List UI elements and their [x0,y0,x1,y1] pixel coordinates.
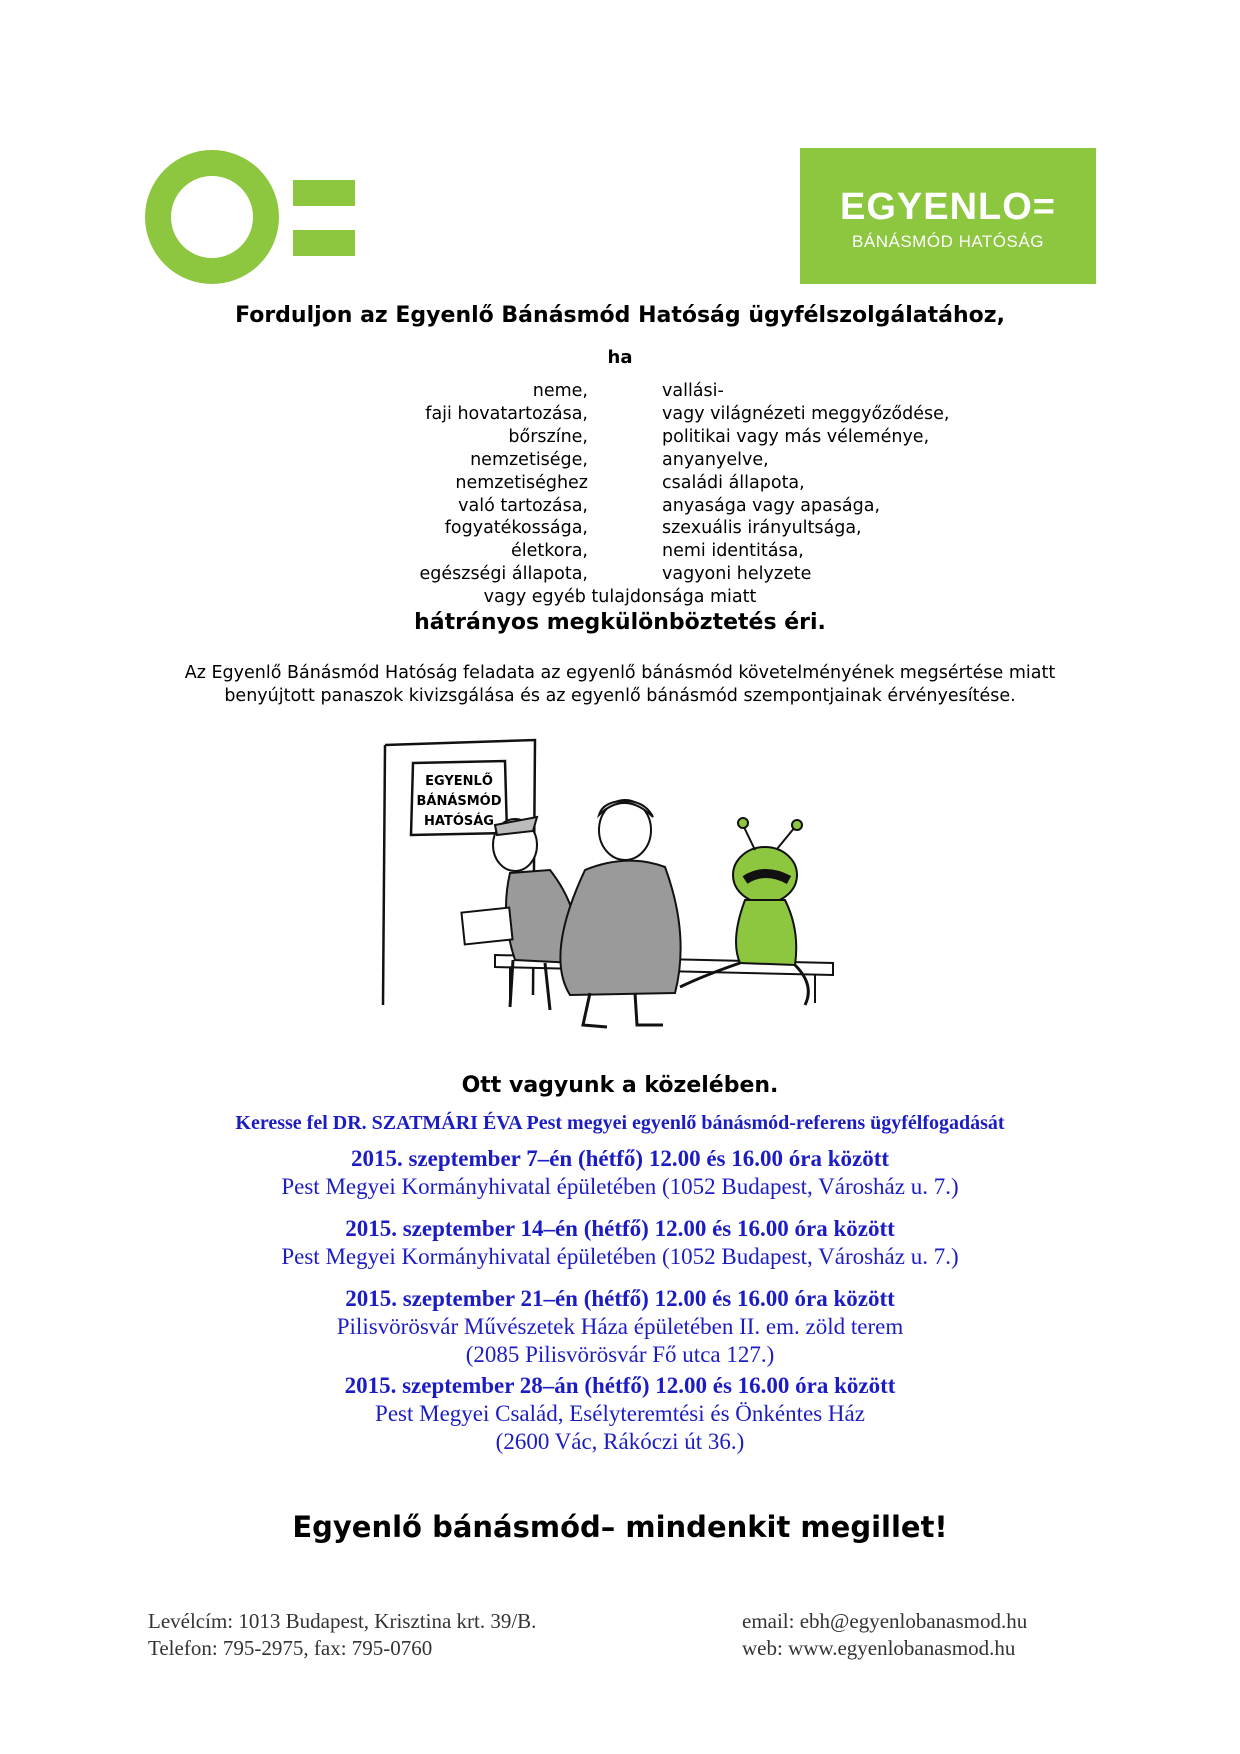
ground-item: politikai vagy más véleménye, [662,426,930,447]
ground-item: bőrszíne, [508,426,588,447]
discrimination-statement: hátrányos megkülönböztetés éri. [414,610,826,635]
headline: Forduljon az Egyenlő Bánásmód Hatóság ügyfélszolgálatához, [235,303,1005,328]
footer-contact-right [742,1608,1027,1662]
event-location: (2085 Pilisvörösvár Fő utca 127.) [465,1342,775,1367]
event-block [0,1215,1240,1271]
event-block [0,1145,1240,1201]
ground-item: fogyatékossága, [444,518,588,539]
ground-item: szexuális irányultsága, [662,518,862,539]
footer-address: Levélcím: 1013 Budapest, Krisztina krt. 39/B. [148,1609,537,1633]
near-you-heading: Ott vagyunk a közelében. [461,1073,779,1098]
ground-item: életkora, [511,541,588,562]
slogan: Egyenlő bánásmód– mindenkit megillet! [292,1510,948,1544]
event-location: Pest Megyei Kormányhivatal épületében (1052 Budapest, Városház u. 7.) [281,1244,959,1269]
alien-body [736,900,796,965]
woman-legs [583,993,663,1027]
ground-item: anyasága vagy apasága, [662,495,881,516]
ground-item: faji hovatartozása, [425,403,588,424]
ground-item: nemzetisége, [470,449,588,470]
event-date: 2015. szeptember 21–én (hétfő) 12.00 és 16.00 óra között [345,1286,895,1311]
event-location: Pest Megyei Család, Esélyteremtési és Önkéntes Ház [375,1401,865,1426]
sign-line: HATÓSÁG [424,814,494,829]
waiting-room-cartoon [345,735,865,1040]
grounds-left-column [330,380,588,586]
authority-symbol-logo [145,150,365,285]
event-block [0,1285,1240,1369]
ground-item: való tartozása, [458,495,588,516]
event-block [0,1372,1240,1456]
ground-item: vallási- [662,381,724,401]
description-line: benyújtott panaszok kivizsgálása és az egyenlő bánásmód szempontjainak érvényesítése. [224,686,1016,706]
alien-antenna-tip [792,820,802,830]
grounds-tail: vagy egyéb tulajdonsága miatt [483,587,757,607]
man-paper [461,908,512,945]
woman-dress [560,861,680,995]
alien-antenna-tip [738,818,748,828]
event-date: 2015. szeptember 28–án (hétfő) 12.00 és 16.00 óra között [344,1373,896,1398]
event-location: Pilisvörösvár Művészetek Háza épületében II. em. zöld terem [336,1314,904,1339]
footer-contact-left [148,1608,536,1662]
authority-wordmark-logo [800,148,1096,284]
event-date: 2015. szeptember 7–én (hétfő) 12.00 és 16.00 óra között [350,1146,890,1171]
event-date: 2015. szeptember 14–én (hétfő) 12.00 és 16.00 óra között [345,1216,895,1241]
ground-item: nemzetiséghez [455,472,588,493]
event-location: (2600 Vác, Rákóczi út 36.) [495,1429,745,1454]
visit-invitation: Keresse fel DR. SZATMÁRI ÉVA Pest megyei egyenlő bánásmód-referens ügyfélfogadását [235,1112,1005,1134]
footer-web[interactable]: web: www.egyenlobanasmod.hu [742,1636,1016,1660]
logo-bar-top [293,180,355,206]
door-edge [383,745,385,1005]
logo-wordmark: EGYENLO= [840,186,1056,228]
ground-item: vagy világnézeti meggyőződése, [662,403,950,424]
footer-email[interactable]: email: ebh@egyenlobanasmod.hu [742,1609,1028,1633]
ground-item: családi állapota, [662,472,805,493]
description-line: Az Egyenlő Bánásmód Hatóság feladata az egyenlő bánásmód követelményének megsértése miatt [184,663,1056,683]
conditional-word: ha [607,347,633,368]
ground-item: nemi identitása, [662,541,804,562]
ground-item: anyanyelve, [662,449,769,470]
logo-bar-bottom [293,230,355,256]
sign-line: EGYENLŐ [425,774,493,789]
logo-subtitle: BÁNÁSMÓD HATÓSÁG [852,232,1044,251]
footer-phone: Telefon: 795-2975, fax: 795-0760 [148,1636,433,1660]
grounds-right-column [662,380,1082,586]
logo-circle [158,163,266,271]
sign-line: BÁNÁSMÓD [416,794,502,809]
event-location: Pest Megyei Kormányhivatal épületében (1052 Budapest, Városház u. 7.) [281,1174,959,1199]
ground-item: neme, [532,381,588,401]
authority-description [120,662,1120,708]
ground-item: egészségi állapota, [419,564,588,585]
ground-item: vagyoni helyzete [662,564,812,585]
